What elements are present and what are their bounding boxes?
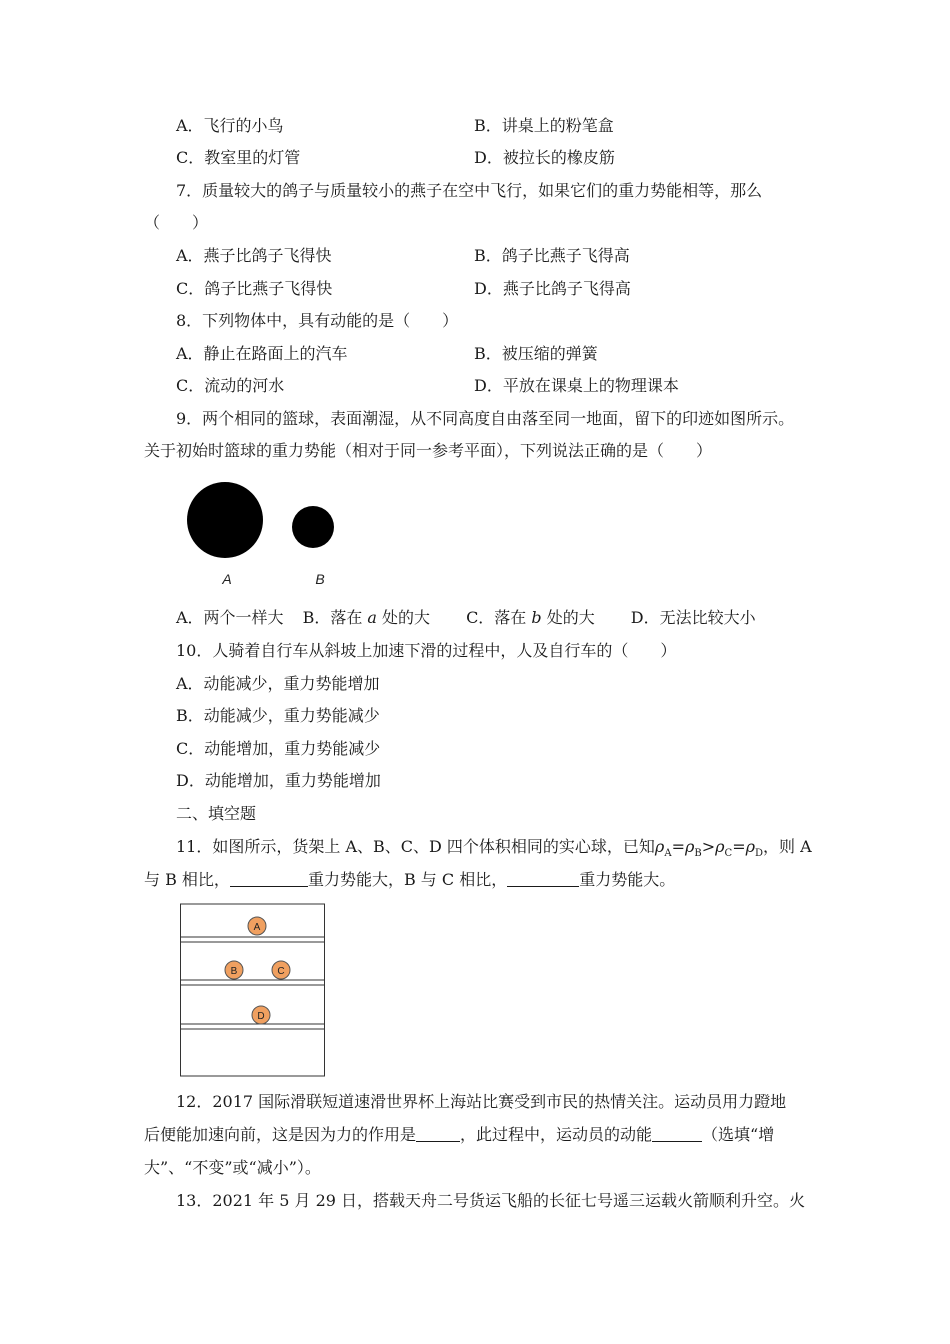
q8-stem: 8．下列物体中，具有动能的是（ ） bbox=[176, 311, 459, 330]
q10-option-a: A．动能减少，重力势能增加 bbox=[176, 674, 380, 693]
ball-b bbox=[225, 961, 243, 979]
shelf-board-1 bbox=[181, 937, 325, 942]
q9-figure bbox=[180, 478, 350, 590]
q7-stem-line1: 7．质量较大的鸽子与质量较小的燕子在空中飞行，如果它们的重力势能相等，那么 bbox=[176, 181, 763, 200]
q9-stem-line2: 关于初始时篮球的重力势能（相对于同一参考平面），下列说法正确的是（ ） bbox=[144, 441, 713, 460]
q7-option-a: A．燕子比鸽子飞得快 bbox=[176, 246, 332, 265]
ball-c bbox=[272, 961, 290, 979]
q7-option-c: C．鸽子比燕子飞得快 bbox=[176, 279, 333, 298]
ball-a bbox=[248, 917, 266, 935]
q9-label-b: B bbox=[315, 571, 325, 587]
q12-stem-line1: 12．2017 国际滑联短道速滑世界杯上海站比赛受到市民的热情关注。运动员用力蹬地 bbox=[176, 1092, 787, 1111]
q12-stem-line3: 大”、“不变”或“减小”）。 bbox=[144, 1158, 321, 1177]
q8-option-b: B．被压缩的弹簧 bbox=[474, 344, 598, 363]
q9-mark-a bbox=[187, 482, 263, 558]
q11-blank-2[interactable] bbox=[507, 870, 579, 887]
q6-option-d: D．被拉长的橡皮筋 bbox=[474, 148, 615, 167]
q6-option-b: B．讲桌上的粉笔盒 bbox=[474, 116, 614, 135]
q7-option-b: B．鸽子比燕子飞得高 bbox=[474, 246, 630, 265]
section-title-fill-in: 二、填空题 bbox=[176, 804, 257, 823]
q12-stem-line2: 后便能加速向前，这是因为力的作用是 ，此过程中，运动员的动能 （选填“增 bbox=[144, 1125, 775, 1144]
q11-stem-line2: 与 B 相比， 重力势能大，B 与 C 相比， 重力势能大。 bbox=[144, 870, 676, 889]
q12-blank-2[interactable] bbox=[652, 1125, 702, 1142]
q11-stem-line1: 11．如图所示，货架上 A、B、C、D 四个体积相同的实心球，已知$\rho_A=\rho_B>\rho_C=\rho_D$，则 A bbox=[176, 837, 812, 860]
q10-option-c: C．动能增加，重力势能减少 bbox=[176, 739, 381, 758]
q9-option-b: B．落在 a 处的大 bbox=[302, 608, 431, 627]
q9-option-d: D．无法比较大小 bbox=[630, 608, 756, 627]
q8-option-c: C．流动的河水 bbox=[176, 376, 285, 395]
q11-blank-1[interactable] bbox=[230, 870, 308, 887]
q6-option-a: A．飞行的小鸟 bbox=[176, 116, 284, 135]
q10-option-d: D．动能增加，重力势能增加 bbox=[176, 771, 381, 790]
ball-a-label: A bbox=[253, 922, 261, 933]
shelf-board-3 bbox=[181, 1024, 325, 1029]
q6-option-c: C．教室里的灯管 bbox=[176, 148, 301, 167]
ball-d bbox=[252, 1006, 270, 1024]
q9-label-a: A bbox=[222, 571, 232, 587]
q7-option-d: D．燕子比鸽子飞得高 bbox=[474, 279, 631, 298]
q8-option-a: A．静止在路面上的汽车 bbox=[176, 344, 348, 363]
q9-stem-line1: 9．两个相同的篮球，表面潮湿，从不同高度自由落至同一地面，留下的印迹如图所示。 bbox=[176, 409, 795, 428]
q9-mark-b bbox=[292, 506, 334, 548]
ball-d-label: D bbox=[257, 1011, 265, 1022]
q10-stem: 10．人骑着自行车从斜坡上加速下滑的过程中，人及自行车的（ ） bbox=[176, 641, 677, 660]
ball-c-label: C bbox=[277, 966, 285, 977]
q9-option-a: A．两个一样大 bbox=[176, 608, 284, 627]
q9-option-c: C．落在 b 处的大 bbox=[466, 608, 595, 627]
q11-shelf-figure bbox=[178, 902, 328, 1080]
q13-stem-line1: 13．2021 年 5 月 29 日，搭载天舟二号货运飞船的长征七号遥三运载火箭顺利升空。火 bbox=[176, 1191, 806, 1210]
q10-option-b: B．动能减少，重力势能减少 bbox=[176, 706, 380, 725]
q7-stem-line2: （ ） bbox=[144, 213, 209, 232]
q12-blank-1[interactable] bbox=[416, 1125, 460, 1142]
shelf-board-2 bbox=[181, 980, 325, 985]
ball-b-label: B bbox=[230, 966, 238, 977]
q9-options-row bbox=[176, 607, 756, 629]
q8-option-d: D．平放在课桌上的物理课本 bbox=[474, 376, 679, 395]
